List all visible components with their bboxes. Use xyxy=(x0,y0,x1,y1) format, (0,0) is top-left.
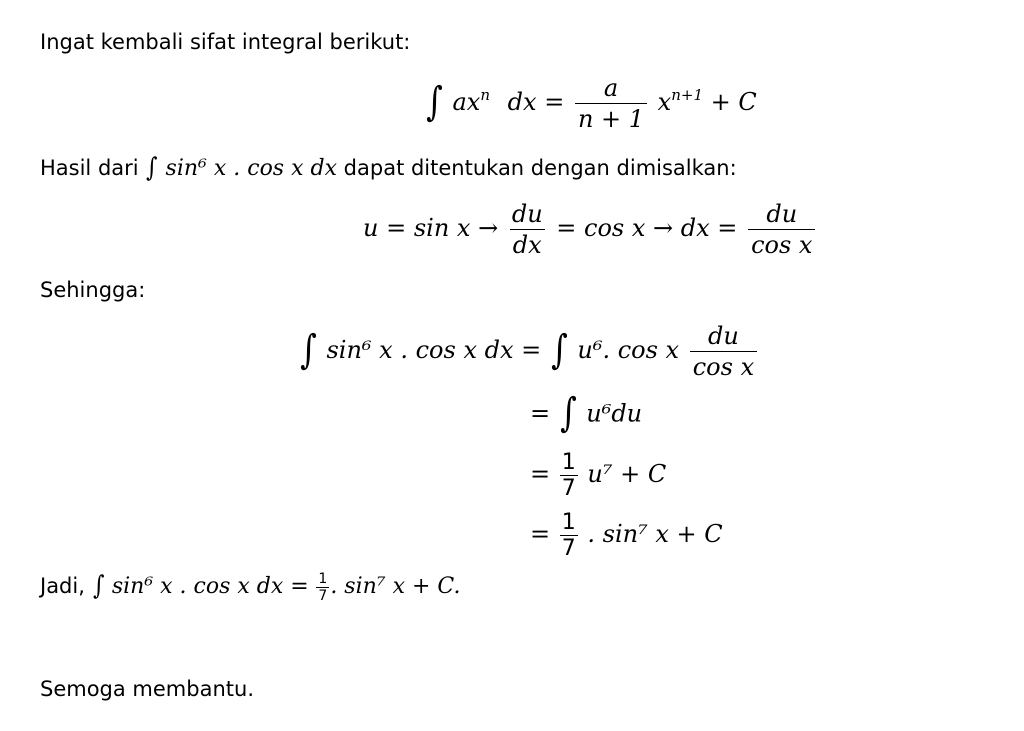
conclusion-prefix: Jadi, xyxy=(40,574,85,598)
step2-rhs: u⁶du xyxy=(586,399,643,428)
equals-sign: = xyxy=(530,399,551,428)
equals-sign: = xyxy=(544,88,565,116)
substitution-line xyxy=(363,200,818,259)
dx-fraction xyxy=(748,200,815,259)
fraction-denominator: cos x xyxy=(748,229,815,259)
one-seventh-fraction xyxy=(316,571,329,604)
sehingga-text: Sehingga: xyxy=(40,278,146,302)
fraction-denominator: 7 xyxy=(318,587,328,604)
fraction-numerator: du xyxy=(708,322,739,350)
power-rule-fraction xyxy=(575,74,647,133)
result-exponent: n+1 xyxy=(671,86,703,104)
derivation-step-4 xyxy=(530,510,723,561)
step1-rhs: u⁶. cos x xyxy=(577,336,680,364)
substitution-middle: = cos x → dx = xyxy=(556,214,738,242)
conclusion-rest: . sin⁷ x + C. xyxy=(330,574,461,599)
question-prefix: Hasil dari xyxy=(40,156,139,180)
equals-sign: = xyxy=(530,460,551,488)
question-suffix: dapat ditentukan dengan dimisalkan: xyxy=(343,156,737,180)
result-base: x xyxy=(657,88,672,116)
derivation-step-3 xyxy=(530,450,666,501)
integrand-base: ax xyxy=(452,88,481,116)
general-integral-formula xyxy=(424,74,757,133)
equals-sign: = xyxy=(530,520,551,548)
integral-sign: ∫ xyxy=(426,78,443,125)
fraction-denominator: cos x xyxy=(690,351,757,381)
conclusion-line xyxy=(40,570,460,604)
differential: dx xyxy=(507,88,537,116)
integral-sign: ∫ xyxy=(559,390,577,436)
fraction-denominator: 7 xyxy=(561,476,576,501)
question-line xyxy=(40,152,737,182)
constant-term: + C xyxy=(710,88,757,116)
fraction-numerator: du xyxy=(511,200,543,228)
integral-sign: ∫ xyxy=(300,326,317,373)
integral-sign: ∫ xyxy=(92,571,105,601)
fraction-numerator: a xyxy=(603,74,619,102)
integral-sign: ∫ xyxy=(146,153,158,183)
integrand-exponent: n xyxy=(480,86,490,104)
derivation-step-2 xyxy=(530,392,642,438)
closing-text: Semoga membantu. xyxy=(40,677,254,701)
step1-lhs: sin⁶ x . cos x dx = xyxy=(326,336,542,364)
fraction-denominator: n + 1 xyxy=(575,103,647,133)
step4-rest: . sin⁷ x + C xyxy=(587,520,723,548)
fraction-numerator: 1 xyxy=(318,570,328,587)
question-expression: sin⁶ x . cos x dx xyxy=(165,156,337,181)
fraction-numerator: 1 xyxy=(561,510,576,535)
fraction-numerator: du xyxy=(766,200,798,228)
substitution-definition: u = sin x → xyxy=(363,214,499,242)
one-seventh-fraction xyxy=(560,450,578,501)
step1-fraction xyxy=(690,322,757,381)
fraction-denominator: dx xyxy=(510,229,545,259)
fraction-numerator: 1 xyxy=(561,450,576,475)
one-seventh-fraction xyxy=(560,510,578,561)
conclusion-expression: sin⁶ x . cos x dx = xyxy=(111,574,309,599)
fraction-denominator: 7 xyxy=(561,536,576,561)
integral-sign: ∫ xyxy=(550,326,568,373)
derivative-fraction xyxy=(509,200,546,259)
intro-text: Ingat kembali sifat integral berikut: xyxy=(40,30,411,54)
step3-rest: u⁷ + C xyxy=(587,460,667,488)
derivation-step-1 xyxy=(298,322,760,381)
